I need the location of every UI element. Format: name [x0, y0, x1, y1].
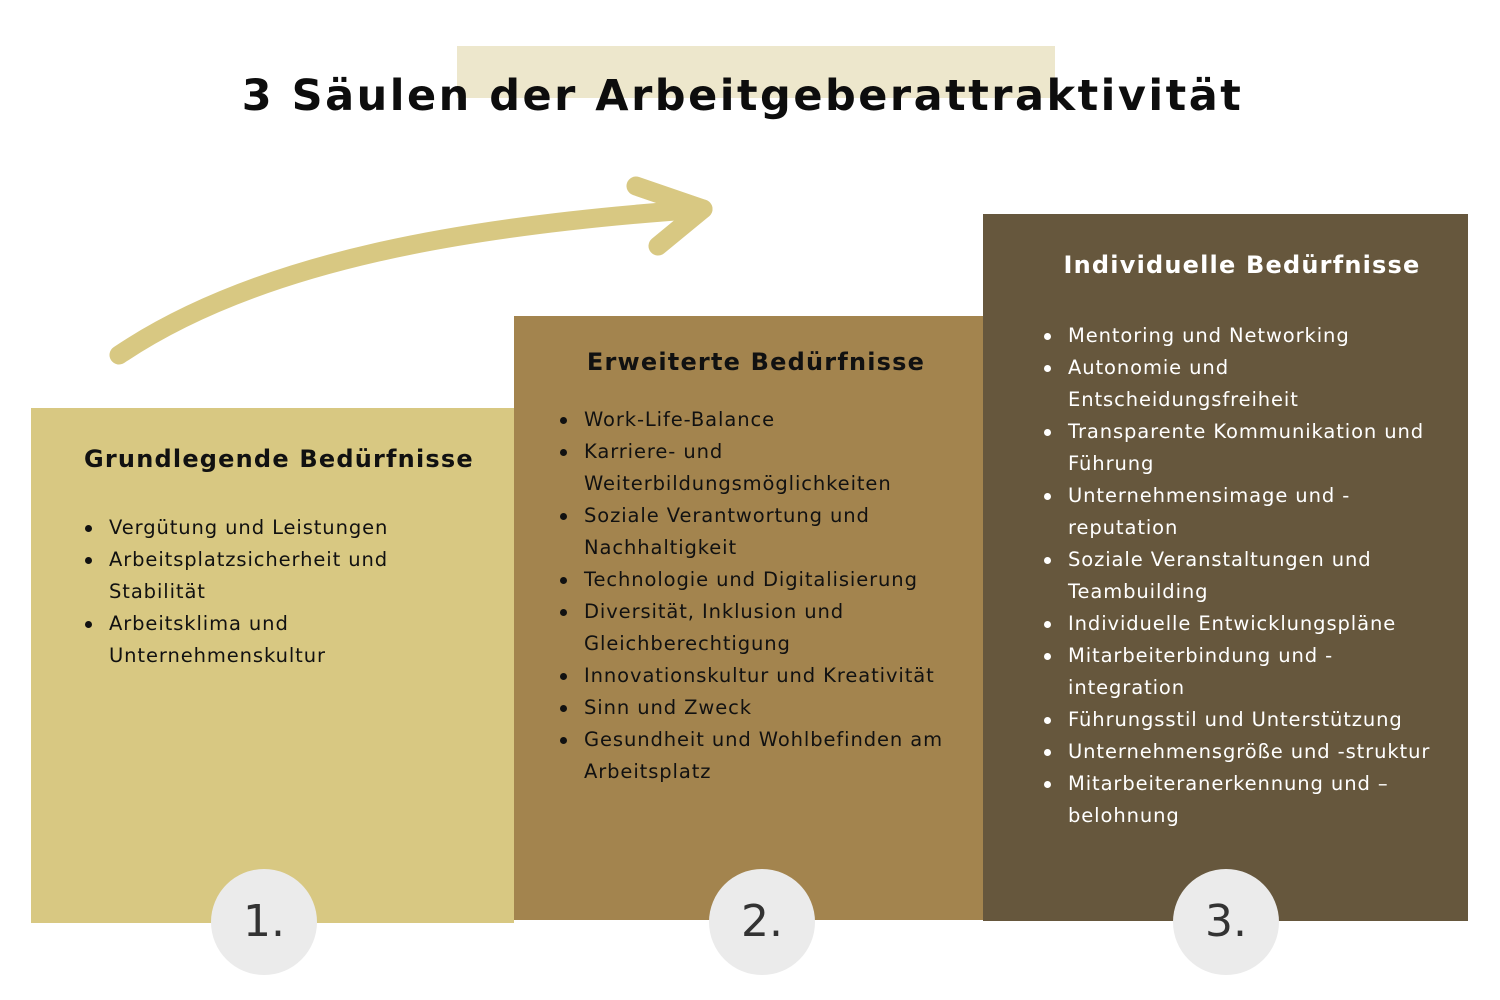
step-number-2: 2.	[709, 869, 815, 975]
list-item: Arbeitsplatzsicherheit und Stabilität	[84, 544, 444, 608]
bullet-icon	[85, 525, 92, 532]
bullet-icon	[560, 705, 567, 712]
pillar-extended-needs	[514, 316, 984, 920]
bullet-icon	[1044, 653, 1051, 660]
bullet-icon	[560, 673, 567, 680]
bullet-icon	[560, 737, 567, 744]
pillar-heading: Individuelle Bedürfnisse	[1063, 251, 1421, 279]
bullet-icon	[1044, 717, 1051, 724]
list-item: Soziale Verantwortung und Nachhaltigkeit	[559, 500, 959, 564]
bullet-icon	[1044, 493, 1051, 500]
list-item: Transparente Kommunikation und Führung	[1043, 416, 1448, 480]
step-number-1: 1.	[211, 869, 317, 975]
list-item: Mentoring und Networking	[1043, 320, 1448, 352]
bullet-icon	[1044, 621, 1051, 628]
list-item: Vergütung und Leistungen	[84, 512, 444, 544]
list-item: Autonomie und Entscheidungsfreiheit	[1043, 352, 1448, 416]
bullet-icon	[1044, 781, 1051, 788]
bullet-icon	[560, 417, 567, 424]
list-item: Diversität, Inklusion und Gleichberechtigung	[559, 596, 959, 660]
bullet-icon	[1044, 333, 1051, 340]
list-item: Mitarbeiterbindung und -integration	[1043, 640, 1448, 704]
bullet-icon	[1044, 429, 1051, 436]
list-item: Soziale Veranstaltungen und Teambuilding	[1043, 544, 1448, 608]
needs-list	[559, 404, 959, 788]
bullet-icon	[560, 449, 567, 456]
bullet-icon	[560, 609, 567, 616]
page-title: 3 Säulen der Arbeitgeberattraktivität	[241, 71, 1244, 121]
step-number-3: 3.	[1173, 869, 1279, 975]
bullet-icon	[85, 621, 92, 628]
pillar-individual-needs	[983, 214, 1468, 921]
list-item: Gesundheit und Wohlbefinden am Arbeitsplatz	[559, 724, 959, 788]
bullet-icon	[1044, 365, 1051, 372]
list-item: Innovationskultur und Kreativität	[559, 660, 959, 692]
list-item: Unternehmensimage und -reputation	[1043, 480, 1448, 544]
list-item: Karriere- und Weiterbildungsmöglichkeiten	[559, 436, 959, 500]
needs-list	[84, 512, 444, 672]
bullet-icon	[1044, 557, 1051, 564]
pillar-heading: Grundlegende Bedürfnisse	[84, 445, 474, 473]
pillar-heading: Erweiterte Bedürfnisse	[586, 348, 926, 376]
pillar-basic-needs	[31, 408, 514, 923]
bullet-icon	[560, 577, 567, 584]
bullet-icon	[1044, 749, 1051, 756]
list-item: Arbeitsklima und Unternehmenskultur	[84, 608, 444, 672]
list-item: Führungsstil und Unterstützung	[1043, 704, 1448, 736]
bullet-icon	[560, 513, 567, 520]
list-item: Technologie und Digitalisierung	[559, 564, 959, 596]
list-item: Sinn und Zweck	[559, 692, 959, 724]
needs-list	[1043, 320, 1448, 832]
list-item: Mitarbeiteranerkennung und –belohnung	[1043, 768, 1448, 832]
list-item: Work-Life-Balance	[559, 404, 959, 436]
bullet-icon	[85, 557, 92, 564]
list-item: Unternehmensgröße und -struktur	[1043, 736, 1448, 768]
list-item: Individuelle Entwicklungspläne	[1043, 608, 1448, 640]
